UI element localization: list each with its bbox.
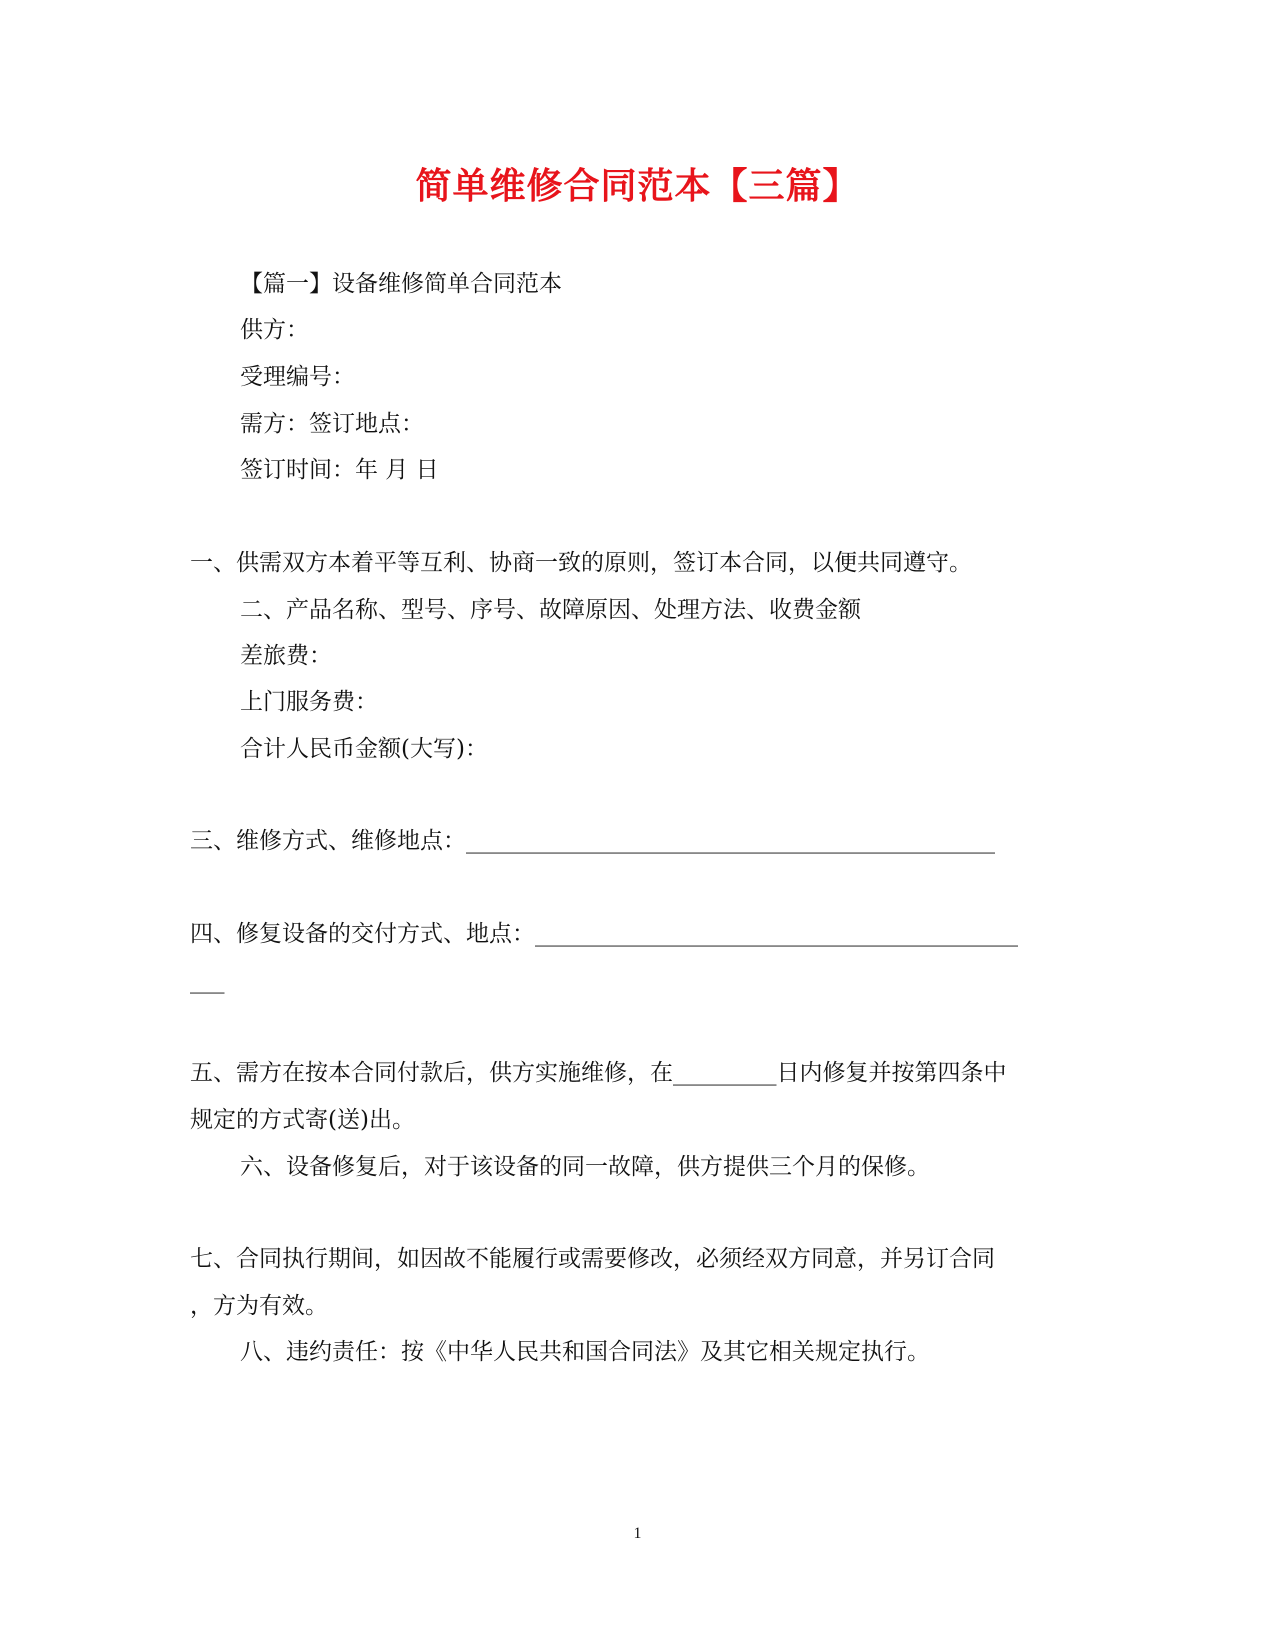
clause-8: 八、违约责任：按《中华人民共和国合同法》及其它相关规定执行。: [240, 1339, 930, 1365]
acceptance-number-field: 受理编号：: [240, 364, 355, 390]
document-title: 简单维修合同范本【三篇】: [415, 165, 860, 207]
onsite-service-fee-field: 上门服务费：: [240, 689, 378, 715]
clause-3: 三、维修方式、维修地点：______________________________________________: [190, 828, 995, 854]
signing-date-field: 签订时间：年 月 日: [240, 457, 439, 483]
clause-6: 六、设备修复后，对于该设备的同一故障，供方提供三个月的保修。: [240, 1154, 930, 1180]
clause-5-continued: 规定的方式寄(送)出。: [190, 1107, 415, 1133]
supplier-field: 供方：: [240, 317, 309, 343]
page-number: 1: [633, 1525, 642, 1542]
section-heading-part-one: 【篇一】设备维修简单合同范本: [240, 271, 562, 297]
travel-expense-field: 差旅费：: [240, 643, 332, 669]
clause-5: 五、需方在按本合同付款后，供方实施维修，在_________日内修复并按第四条中: [190, 1060, 1007, 1086]
clause-7-continued: ，方为有效。: [190, 1293, 328, 1319]
clause-2: 二、产品名称、型号、序号、故障原因、处理方法、收费金额: [240, 597, 861, 623]
clause-4-continued: ___: [190, 968, 225, 994]
clause-7: 七、合同执行期间，如因故不能履行或需要修改，必须经双方同意，并另订合同: [190, 1246, 995, 1272]
buyer-signing-place-field: 需方：签订地点：: [240, 411, 424, 437]
total-amount-field: 合计人民币金额(大写)：: [240, 736, 488, 762]
clause-1: 一、供需双方本着平等互利、协商一致的原则，签订本合同，以便共同遵守。: [190, 550, 972, 576]
clause-4: 四、修复设备的交付方式、地点：__________________________________________: [190, 921, 1018, 947]
